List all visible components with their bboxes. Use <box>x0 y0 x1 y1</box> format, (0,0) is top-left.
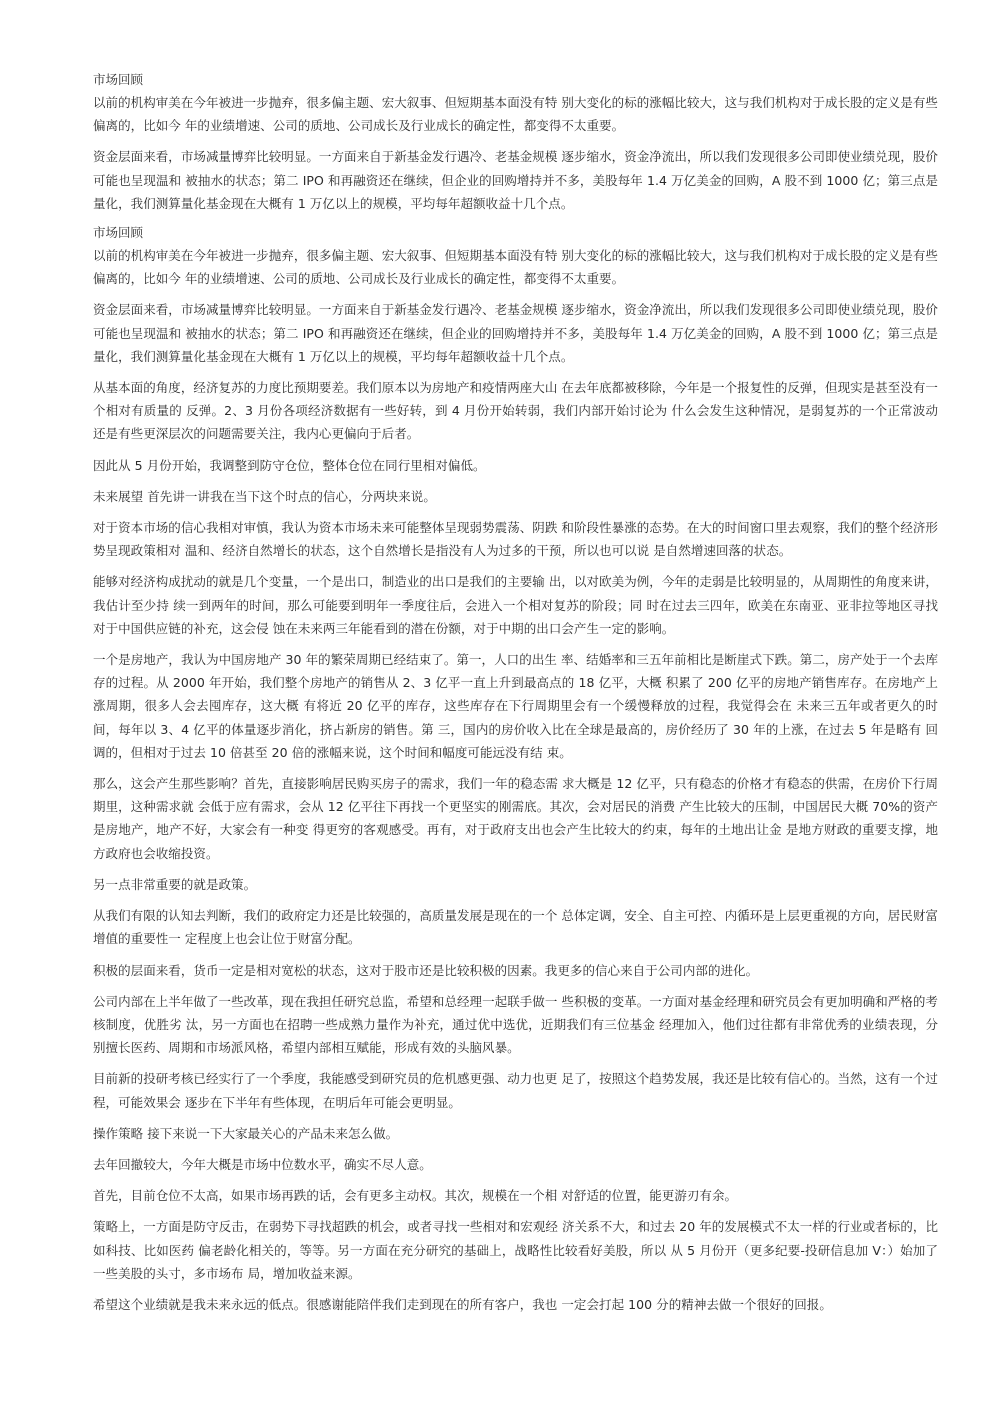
section-heading: 市场回顾 <box>93 72 144 87</box>
paragraph: 那么，这会产生那些影响？首先，直接影响居民购买房子的需求，我们一年的稳态需 求大概是 12 亿平，只有稳态的价格才有稳态的供需，在房价下行周期里，这种需求就 会低于应有需求，会从 12 亿平往下再找一个更坚实的刚需底。其次，会对居民的消费 产生比较大的压制，中国居民大概 70%的资产是房地产，地产不好，大家会有一种变 得更穷的客观感受。再有，对于政府支出也会产生比较大的约束，每年的土地出让金 是地方财政的重要支撑，地方政府也会收缩投资。 <box>93 776 938 861</box>
paragraph: 操作策略 接下来说一下大家最关心的产品未来怎么做。 <box>93 1125 399 1141</box>
paragraph: 公司内部在上半年做了一些改革，现在我担任研究总监，希望和总经理一起联手做一 些积极的变革。一方面对基金经理和研究员会有更加明确和严格的考核制度，优胜劣 汰，另一方面也在招聘一些成熟力量作为补充，通过优中选优，近期我们有三位基金 经理加入，他们过往都有非常优秀的业绩表现，分别擅长医药、周期和市场派风格，希望内部相互赋能，形成有效的头脑风暴。 <box>93 993 938 1056</box>
paragraph: 目前新的投研考核已经实行了一个季度，我能感受到研究员的危机感更强、动力也更 足了，按照这个趋势发展，我还是比较有信心的。当然，这有一个过程，可能效果会 逐步在下半年有些体现，在明后年可能会更明显。 <box>93 1071 938 1110</box>
paragraph: 未来展望 首先讲一讲我在当下这个时点的信心，分两块来说。 <box>93 488 436 504</box>
paragraph: 策略上，一方面是防守反击，在弱势下寻找超跌的机会，或者寻找一些相对和宏观经 济关系不大，和过去 20 年的发展模式不太一样的行业或者标的，比如科技、比如医药 偏老龄化相关的，等等。另一方面在充分研究的基础上，战略性比较看好美股，所以 从 5 月份开（更多纪要-投研信息加 V：）始加了一些美股的头寸，多市场布 局，增加收益来源。 <box>93 1219 938 1281</box>
paragraph: 以前的机构审美在今年被进一步抛弃，很多偏主题、宏大叙事、但短期基本面没有特 别大变化的标的涨幅比较大，这与我们机构对于成长股的定义是有些偏离的，比如今 年的业绩增速、公司的质地、公司成长及行业成长的确定性，都变得不太重要。 <box>93 95 938 134</box>
paragraph: 从基本面的角度，经济复苏的力度比预期要差。我们原本以为房地产和疫情两座大山 在去年底都被移除，今年是一个报复性的反弹，但现实是甚至没有一个相对有质量的 反弹。2、3 月份各项经济数据有一些好转，到 4 月份开始转弱，我们内部开始讨论为 什么会发生这种情况，是弱复苏的一个正常波动还是有些更深层次的问题需要关注，我内心更偏向于后者。 <box>93 380 938 442</box>
paragraph: 对于资本市场的信心我相对审慎，我认为资本市场未来可能整体呈现弱势震荡、阴跌 和阶段性暴涨的态势。在大的时间窗口里去观察，我们的整个经济形势呈现政策相对 温和、经济自然增长的状态，这个自然增长是指没有人为过多的干预，所以也可以说 是自然增速回落的状态。 <box>93 520 938 559</box>
paragraph: 一个是房地产，我认为中国房地产 30 年的繁荣周期已经结束了。第一，人口的出生 率、结婚率和三五年前相比是断崖式下跌。第二，房产处于一个去库存的过程。从 2000 年开始，我们整个房地产的销售从 2、3 亿平一直上升到最高点的 18 亿平，大概 积累了 200 亿平的房地产销售库存。在房地产上涨周期，很多人会去囤库存，这大概 有将近 20 亿平的库存，这些库存在下行周期里会有一个缓慢释放的过程，我觉得会在 未来三五年或者更久的时间，每年以 3、4 亿平的体量逐步消化，挤占新房的销售。第 三，国内的房价收入比在全球是最高的，房价经历了 30 年的上涨，在过去 5 年是略有 回调的，但相对于过去 10 倍甚至 20 倍的涨幅来说，这个时间和幅度可能远没有结 束。 <box>93 652 938 760</box>
paragraph: 资金层面来看，市场减量博弈比较明显。一方面来自于新基金发行遇冷、老基金规模 逐步缩水，资金净流出，所以我们发现很多公司即使业绩兑现，股价可能也呈现温和 被抽水的状态；第二 IPO 和再融资还在继续，但企业的回购增持并不多，美股每年 1.4 万亿美金的回购，A 股不到 1000 亿；第三点是量化，我们测算量化基金现在大概有 1 万亿以上的规模，平均每年超额收益十几个点。 <box>93 149 938 211</box>
paragraph: 另一点非常重要的就是政策。 <box>93 876 257 892</box>
paragraph: 首先，目前仓位不太高，如果市场再跌的话，会有更多主动权。其次，规模在一个相 对舒适的位置，能更游刃有余。 <box>93 1188 738 1204</box>
paragraph: 资金层面来看，市场减量博弈比较明显。一方面来自于新基金发行遇冷、老基金规模 逐步缩水，资金净流出，所以我们发现很多公司即使业绩兑现，股价可能也呈现温和 被抽水的状态；第二 IPO 和再融资还在继续，但企业的回购增持并不多，美股每年 1.4 万亿美金的回购，A 股不到 1000 亿；第三点是量化，我们测算量化基金现在大概有 1 万亿以上的规模，平均每年超额收益十几个点。 <box>93 302 938 364</box>
paragraph: 积极的层面来看，货币一定是相对宽松的状态，这对于股市还是比较积极的因素。我更多的信心来自于公司内部的进化。 <box>93 962 759 978</box>
paragraph: 因此从 5 月份开始，我调整到防守仓位，整体仓位在同行里相对偏低。 <box>93 457 486 473</box>
document-page <box>93 70 938 1324</box>
paragraph: 去年回撤较大，今年大概是市场中位数水平，确实不尽人意。 <box>93 1156 432 1172</box>
section-heading: 市场回顾 <box>93 225 144 241</box>
paragraph: 从我们有限的认知去判断，我们的政府定力还是比较强的，高质量发展是现在的一个 总体定调，安全、自主可控、内循环是上层更重视的方向，居民财富增值的重要性一 定程度上也会让位于财富分配。 <box>93 908 938 947</box>
paragraph: 希望这个业绩就是我未来永远的低点。很感谢能陪伴我们走到现在的所有客户，我也 一定会打起 100 分的精神去做一个很好的回报。 <box>93 1296 832 1312</box>
paragraph: 能够对经济构成扰动的就是几个变量，一个是出口，制造业的出口是我们的主要输 出，以对欧美为例，今年的走弱是比较明显的，从周期性的角度来讲，我估计至少持 续一到两年的时间，那么可能要到明年一季度往后，会进入一个相对复苏的阶段；同 时在过去三四年，欧美在东南亚、亚非拉等地区寻找对于中国供应链的补充，这会侵 蚀在未来两三年能看到的潜在份额，对于中期的出口会产生一定的影响。 <box>93 574 938 636</box>
paragraph: 以前的机构审美在今年被进一步抛弃，很多偏主题、宏大叙事、但短期基本面没有特 别大变化的标的涨幅比较大，这与我们机构对于成长股的定义是有些偏离的，比如今 年的业绩增速、公司的质地、公司成长及行业成长的确定性，都变得不太重要。 <box>93 248 938 287</box>
